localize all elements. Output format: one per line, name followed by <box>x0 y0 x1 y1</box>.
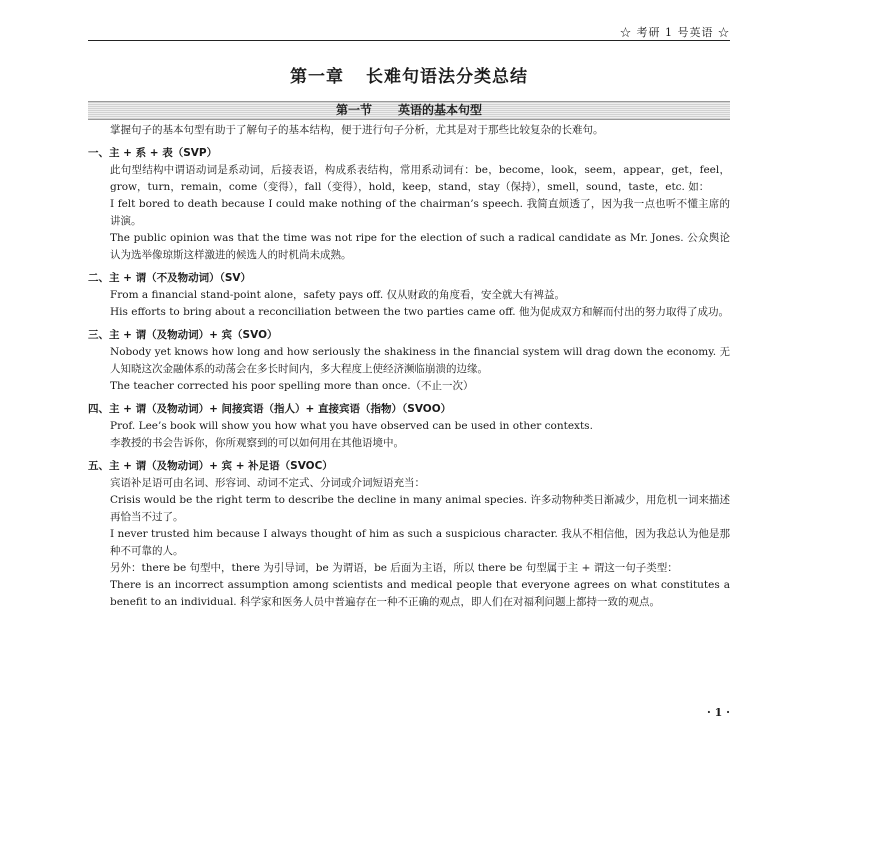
example-sentence: The public opinion was that the time was not ripe for the election of such a radical candidate as Mr. Jones. 公众舆论认为选举像琼斯这样激进的候选人的时机尚未成熟。 <box>110 232 730 261</box>
running-title: ☆ 考研 1 号英语 ☆ <box>620 26 730 39</box>
paragraph: 此句型结构中谓语动词是系动词，后接表语，构成系表结构，常用系动词有：be，become，look，seem，appear，get，feel，grow，turn，remain，come（变得），fall（变得），hold，keep，stand，stay（保持），smell，sound，taste，etc. 如： <box>110 164 730 193</box>
pattern-heading-svp: 一、主 + 系 + 表（SVP） <box>88 147 218 159</box>
chapter-number: 第一章 <box>290 67 344 87</box>
intro-paragraph: 掌握句子的基本句型有助于了解句子的基本结构，便于进行句子分析，尤其是对于那些比较复杂的长难句。 <box>110 124 604 136</box>
pattern-heading-svo: 三、主 + 谓（及物动词）+ 宾（SVO） <box>88 329 278 341</box>
paragraph: 宾语补足语可由名词、形容词、动词不定式、分词或介词短语充当： <box>110 477 425 489</box>
body-content <box>88 122 730 611</box>
example-sentence: Nobody yet knows how long and how seriously the shakiness in the financial system will drag down the economy. 无人知晓这次金融体系的动荡会在多长时间内，多大程度上使经济濒临崩溃的边缘。 <box>110 346 730 375</box>
paragraph: 另外：there be 句型中，there 为引导词，be 为谓语，be 后面为主语，所以 there be 句型属于主 + 谓这一句子类型： <box>110 562 678 574</box>
section-title-bar <box>88 101 730 120</box>
pattern-heading-sv: 二、主 + 谓（不及物动词）（SV） <box>88 272 252 284</box>
example-sentence: Prof. Lee’s book will show you how what you have observed can be used in other contexts. <box>110 420 593 432</box>
section-title-text: 英语的基本句型 <box>398 103 483 117</box>
pattern-heading-svoc: 五、主 + 谓（及物动词）+ 宾 + 补足语（SVOC） <box>88 460 333 472</box>
page-header <box>88 22 730 41</box>
chapter-title-text: 长难句语法分类总结 <box>366 67 528 87</box>
section-number: 第一节 <box>335 103 372 117</box>
chapter-title <box>88 62 730 87</box>
example-sentence: I felt bored to death because I could make nothing of the chairman’s speech. 我简直烦透了，因为我一点也听不懂主席的讲演。 <box>110 198 730 227</box>
example-sentence: His efforts to bring about a reconciliation between the two parties came off. 他为促成双方和解而付出的努力取得了成功。 <box>110 306 729 318</box>
example-sentence: Crisis would be the right term to describe the decline in many animal species. 许多动物种类日渐减少，用危机一词来描述再恰当不过了。 <box>110 494 730 523</box>
page-number: · 1 · <box>707 706 730 719</box>
example-sentence: I never trusted him because I always thought of him as such a suspicious character. 我从不相信他，因为我总认为他是那种不可靠的人。 <box>110 528 730 557</box>
example-translation: 李教授的书会告诉你，你所观察到的可以如何用在其他语境中。 <box>110 437 404 449</box>
pattern-heading-svoo: 四、主 + 谓（及物动词）+ 间接宾语（指人）+ 直接宾语（指物）（SVOO） <box>88 403 452 415</box>
example-sentence: The teacher corrected his poor spelling more than once.（不止一次） <box>110 380 474 392</box>
example-sentence: From a financial stand-point alone，safety pays off. 仅从财政的角度看，安全就大有裨益。 <box>110 289 565 301</box>
example-sentence: There is an incorrect assumption among scientists and medical people that everyone agrees on what constitutes a benefit to an individual. 科学家和医务人员中普遍存在一种不正确的观点，即人们在对福利问题上都持一致的观点。 <box>110 579 730 608</box>
